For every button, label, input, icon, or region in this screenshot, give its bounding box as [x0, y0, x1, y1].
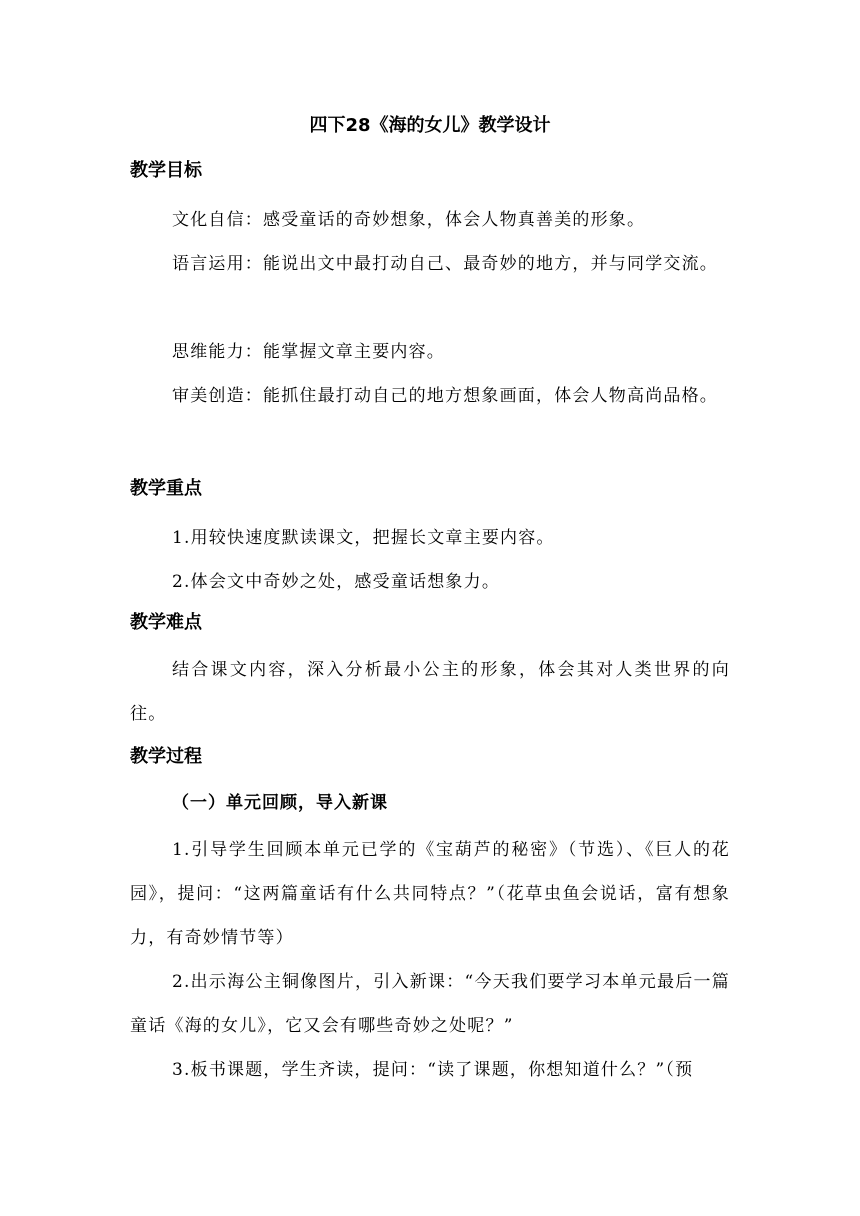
key-point-item-2: 2.体会文中奇妙之处，感受童话想象力。	[172, 572, 501, 592]
process-item-1: 1.引导学生回顾本单元已学的《宝葫芦的秘密》（节选）、《巨人的花园》，提问：“这两篇童话有什么共同特点？”（花草虫鱼会说话，富有想象力，有奇妙情节等）	[130, 840, 730, 948]
heading-difficulties: 教学难点	[130, 612, 202, 633]
goal-item-2: 语言运用：能说出文中最打动自己、最奇妙的地方，并与同学交流。	[172, 254, 718, 274]
key-point-item-1: 1.用较快速度默读课文，把握长文章主要内容。	[172, 528, 555, 548]
goal-item-1: 文化自信：感受童话的奇妙想象，体会人物真善美的形象。	[172, 210, 646, 230]
heading-key-points: 教学重点	[130, 478, 202, 499]
document-title: 四下28《海的女儿》教学设计	[309, 115, 551, 136]
difficulty-item-1: 结合课文内容，深入分析最小公主的形象，体会其对人类世界的向往。	[130, 660, 730, 724]
process-subheading: （一）单元回顾，导入新课	[172, 793, 388, 813]
heading-goals: 教学目标	[130, 160, 202, 181]
heading-process: 教学过程	[130, 746, 202, 767]
goal-item-3: 思维能力：能掌握文章主要内容。	[172, 342, 445, 362]
process-item-3: 3.板书课题，学生齐读，提问：“读了课题，你想知道什么？”（预	[172, 1060, 694, 1080]
goal-item-4: 审美创造：能抓住最打动自己的地方想象画面，体会人物高尚品格。	[172, 386, 718, 406]
process-item-2: 2.出示海公主铜像图片，引入新课：“今天我们要学习本单元最后一篇童话《海的女儿》，它又会有哪些奇妙之处呢？”	[130, 972, 730, 1036]
